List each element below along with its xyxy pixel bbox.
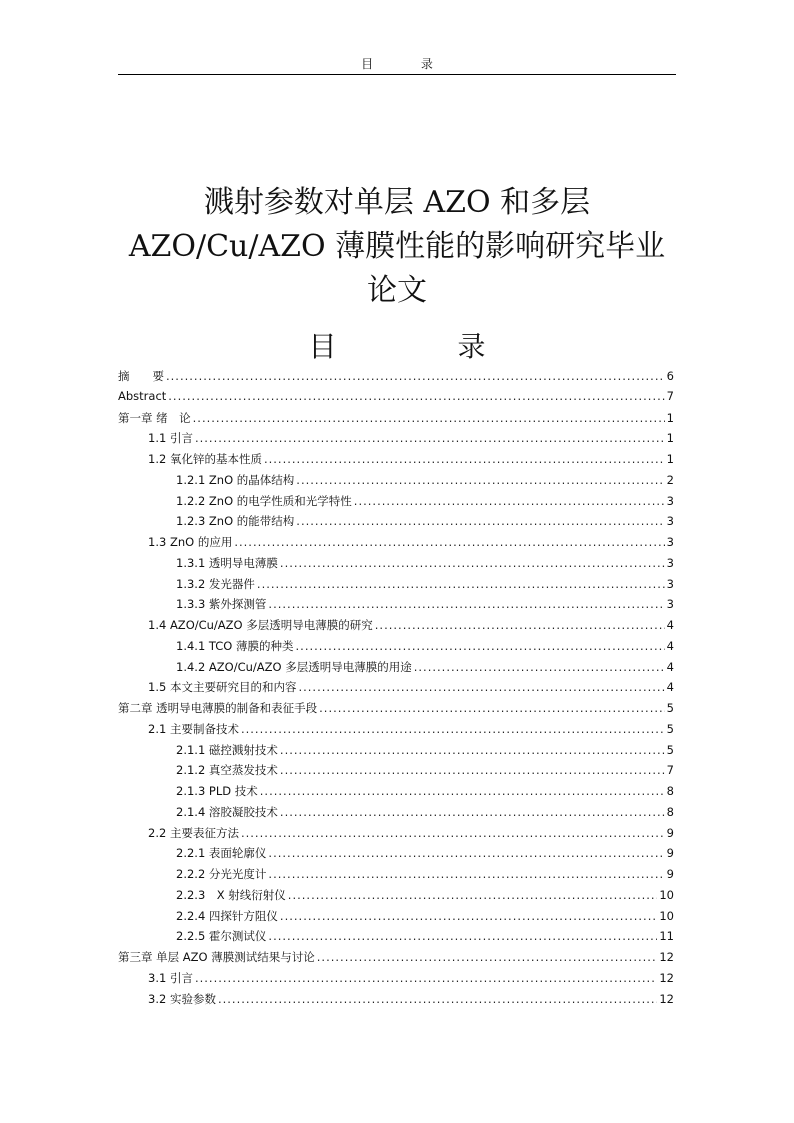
toc-entry-page: 8 <box>666 804 674 819</box>
toc-leader-dots <box>280 743 665 757</box>
document-title <box>110 181 684 313</box>
toc-leader-dots <box>241 722 665 736</box>
title-line: 论文 <box>367 273 427 308</box>
toc-leader-dots <box>168 389 664 403</box>
toc-leader-dots <box>414 660 665 674</box>
toc-entry[interactable] <box>118 659 674 680</box>
toc-leader-dots <box>298 680 664 694</box>
toc-leader-dots <box>296 473 664 487</box>
toc-entry-page: 9 <box>666 846 674 861</box>
toc-entry-label: 1.5 本文主要研究目的和内容 <box>148 680 297 695</box>
toc-entry-page: 3 <box>666 555 674 570</box>
toc-entry-page: 4 <box>666 638 674 653</box>
toc-entry-page: 11 <box>659 929 674 944</box>
title-line: 溅射参数对单层 AZO 和多层 <box>203 185 591 220</box>
toc-leader-dots <box>280 556 665 570</box>
toc-entry-page: 2 <box>666 472 674 487</box>
toc-leader-dots <box>241 826 665 840</box>
toc-leader-dots <box>280 909 657 923</box>
toc-entry-label: 2.2 主要表征方法 <box>148 825 239 840</box>
toc-entry[interactable] <box>118 845 674 866</box>
toc-entry-label: 1.2.3 ZnO 的能带结构 <box>176 514 295 529</box>
toc-entry[interactable] <box>118 513 674 534</box>
toc-entry-label: 1.4 AZO/Cu/AZO 多层透明导电薄膜的研究 <box>148 618 373 632</box>
toc-leader-dots <box>218 992 657 1006</box>
toc-leader-dots <box>264 452 665 466</box>
toc-leader-dots <box>317 950 658 964</box>
toc-entry-label: 1.4.2 AZO/Cu/AZO 多层透明导电薄膜的用途 <box>176 659 412 674</box>
toc-entry[interactable] <box>118 742 674 763</box>
toc-entry-page: 1 <box>666 410 674 425</box>
toc-entry-page: 7 <box>666 388 674 403</box>
toc-entry-page: 4 <box>666 680 674 695</box>
toc-leader-dots <box>268 929 657 943</box>
toc-entry-label: 2.1 主要制备技术 <box>148 721 239 736</box>
toc-entry-page: 12 <box>659 970 674 985</box>
toc-entry-label: 1.2.1 ZnO 的晶体结构 <box>176 472 295 487</box>
toc-entry-page: 4 <box>666 659 674 674</box>
toc-entry-label: 2.1.4 溶胶凝胶技术 <box>176 804 278 819</box>
toc-entry[interactable] <box>118 596 674 617</box>
table-of-contents <box>118 368 674 1011</box>
toc-entry-label: 2.2.1 表面轮廓仪 <box>176 846 267 861</box>
toc-entry-label: 1.1 引言 <box>148 431 193 446</box>
toc-entry[interactable] <box>118 451 674 472</box>
toc-entry-label: 2.1.2 真空蒸发技术 <box>176 763 278 778</box>
toc-entry-label: 2.1.1 磁控溅射技术 <box>176 742 278 757</box>
toc-leader-dots <box>296 639 665 653</box>
toc-entry-page: 5 <box>666 742 674 757</box>
running-header: 目 录 <box>118 56 676 75</box>
toc-leader-dots <box>260 784 665 798</box>
toc-leader-dots <box>280 805 665 819</box>
toc-leader-dots <box>296 514 664 528</box>
title-line: AZO/Cu/AZO 薄膜性能的影响研究毕业 <box>128 229 666 264</box>
toc-leader-dots <box>195 971 657 985</box>
toc-entry[interactable] <box>118 368 674 389</box>
toc-entry-page: 9 <box>666 867 674 881</box>
toc-entry[interactable] <box>118 721 674 742</box>
toc-entry[interactable] <box>118 555 674 576</box>
toc-entry[interactable] <box>118 617 674 638</box>
toc-leader-dots <box>280 763 665 777</box>
toc-leader-dots <box>319 701 665 715</box>
toc-entry-label: 第三章 单层 AZO 薄膜测试结果与讨论 <box>118 950 315 964</box>
toc-entry[interactable] <box>118 949 674 970</box>
toc-entry[interactable] <box>118 887 674 908</box>
toc-entry-label: 第一章 绪 论 <box>118 410 191 425</box>
toc-leader-dots <box>234 535 664 549</box>
toc-leader-dots <box>166 369 665 383</box>
toc-entry[interactable] <box>118 700 674 721</box>
toc-entry[interactable] <box>118 762 674 783</box>
toc-entry[interactable] <box>118 928 674 949</box>
toc-entry[interactable] <box>118 783 674 804</box>
toc-entry-page: 4 <box>666 618 674 632</box>
toc-entry[interactable] <box>118 389 674 410</box>
toc-entry-page: 5 <box>666 721 674 736</box>
toc-entry-page: 7 <box>666 763 674 778</box>
toc-entry[interactable] <box>118 576 674 597</box>
toc-entry[interactable] <box>118 410 674 431</box>
toc-entry-page: 3 <box>666 576 674 591</box>
toc-entry[interactable] <box>118 534 674 555</box>
toc-entry[interactable] <box>118 804 674 825</box>
toc-leader-dots <box>268 597 664 611</box>
toc-entry-page: 3 <box>666 493 674 508</box>
toc-leader-dots <box>354 494 665 508</box>
toc-entry[interactable] <box>118 908 674 929</box>
toc-entry[interactable] <box>118 679 674 700</box>
toc-entry-label: 2.2.4 四探针方阻仪 <box>176 908 278 923</box>
toc-entry[interactable] <box>118 991 674 1012</box>
toc-leader-dots <box>257 577 665 591</box>
toc-entry[interactable] <box>118 472 674 493</box>
toc-leader-dots <box>375 618 665 632</box>
toc-entry-page: 6 <box>666 369 674 383</box>
toc-entry[interactable] <box>118 825 674 846</box>
toc-entry-label: 1.3.2 发光器件 <box>176 576 255 591</box>
toc-entry-label: 1.3 ZnO 的应用 <box>148 535 233 549</box>
toc-entry[interactable] <box>118 493 674 514</box>
toc-leader-dots <box>268 846 664 860</box>
toc-entry-label: 1.2.2 ZnO 的电学性质和光学特性 <box>176 493 352 508</box>
toc-entry-page: 10 <box>659 908 674 923</box>
toc-entry-page: 8 <box>666 784 674 798</box>
toc-entry-page: 3 <box>666 535 674 549</box>
toc-entry-label: Abstract <box>118 388 167 403</box>
toc-entry-page: 12 <box>659 950 674 964</box>
toc-entry-page: 1 <box>666 431 674 446</box>
toc-entry-page: 3 <box>666 514 674 529</box>
toc-entry-page: 3 <box>666 597 674 612</box>
toc-leader-dots <box>268 867 664 881</box>
toc-entry-label: 1.4.1 TCO 薄膜的种类 <box>176 638 294 653</box>
toc-entry-label: 3.2 实验参数 <box>148 991 216 1006</box>
toc-entry-label: 2.2.2 分光光度计 <box>176 867 267 881</box>
toc-heading: 目 录 <box>308 330 542 363</box>
toc-entry[interactable] <box>118 970 674 991</box>
toc-entry[interactable] <box>118 430 674 451</box>
toc-entry-label: 2.1.3 PLD 技术 <box>176 784 258 798</box>
toc-entry-label: 第二章 透明导电薄膜的制备和表征手段 <box>118 701 318 715</box>
toc-entry-label: 2.2.3 X 射线衍射仪 <box>176 887 286 902</box>
toc-entry[interactable] <box>118 866 674 887</box>
toc-leader-dots <box>288 888 658 902</box>
toc-entry-page: 5 <box>666 701 674 715</box>
toc-leader-dots <box>195 431 665 445</box>
toc-entry-page: 10 <box>659 887 674 902</box>
toc-entry[interactable] <box>118 638 674 659</box>
toc-entry-page: 12 <box>659 991 674 1006</box>
toc-entry-page: 1 <box>666 452 674 466</box>
toc-leader-dots <box>193 411 665 425</box>
toc-entry-page: 9 <box>666 825 674 840</box>
toc-entry-label: 3.1 引言 <box>148 970 193 985</box>
toc-entry-label: 2.2.5 霍尔测试仪 <box>176 929 267 944</box>
toc-entry-label: 1.2 氧化锌的基本性质 <box>148 452 262 466</box>
toc-entry-label: 摘 要 <box>118 369 164 383</box>
toc-entry-label: 1.3.1 透明导电薄膜 <box>176 555 278 570</box>
toc-entry-label: 1.3.3 紫外探测管 <box>176 597 267 612</box>
